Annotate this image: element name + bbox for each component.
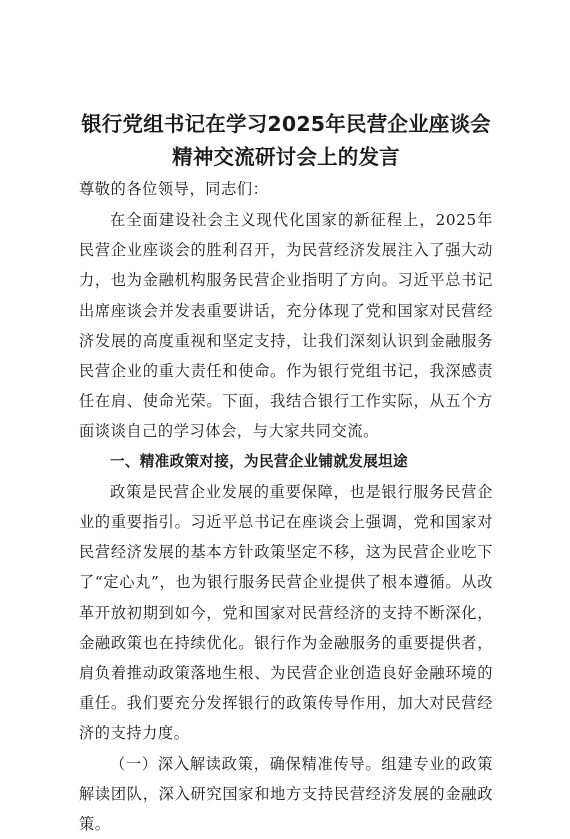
document-title bbox=[79, 108, 493, 174]
salutation: 尊敬的各位领导，同志们： bbox=[79, 180, 269, 198]
title-line-2: 精神交流研讨会上的发言 bbox=[172, 145, 400, 169]
paragraph-subsection-1: （一）深入解读政策，确保精准传导。组建专业的政策解读团队，深入研究国家和地方支持民营经济发展的金融政策。 bbox=[79, 754, 493, 834]
paragraph-policy: 政策是民营企业发展的重要保障，也是银行服务民营企业的重要指引。习近平总书记在座谈会上强调，党和国家对民营经济发展的基本方针政策坚定不移，这为民营企业吃下了“定心丸”，也为银行服务民营企业提供了根本遵循。从改革开放初期到如今，党和国家对民营经济的支持不断深化，金融政策也在持续优化。银行作为金融服务的重要提供者，肩负着推动政策落地生根、为民营企业创造良好金融环境的重任。我们要充分发挥银行的政策传导作用，加大对民营经济的支持力度。 bbox=[79, 482, 493, 743]
section-heading-1: 一、精准政策对接，为民营企业铺就发展坦途 bbox=[110, 452, 408, 470]
document-body bbox=[79, 176, 493, 839]
paragraph-intro: 在全面建设社会主义现代化国家的新征程上，2025年民营企业座谈会的胜利召开，为民营经济发展注入了强大动力，也为金融机构服务民营企业指明了方向。习近平总书记出席座谈会并发表重要讲话，充分体现了党和国家对民营经济发展的高度重视和坚定支持，让我们深刻认识到金融服务民营企业的重大责任和使命。作为银行党组书记，我深感责任在肩、使命光荣。下面，我结合银行工作实际，从五个方面谈谈自己的学习体会，与大家共同交流。 bbox=[79, 211, 493, 441]
title-line-1: 银行党组书记在学习2025年民营企业座谈会 bbox=[81, 112, 491, 136]
